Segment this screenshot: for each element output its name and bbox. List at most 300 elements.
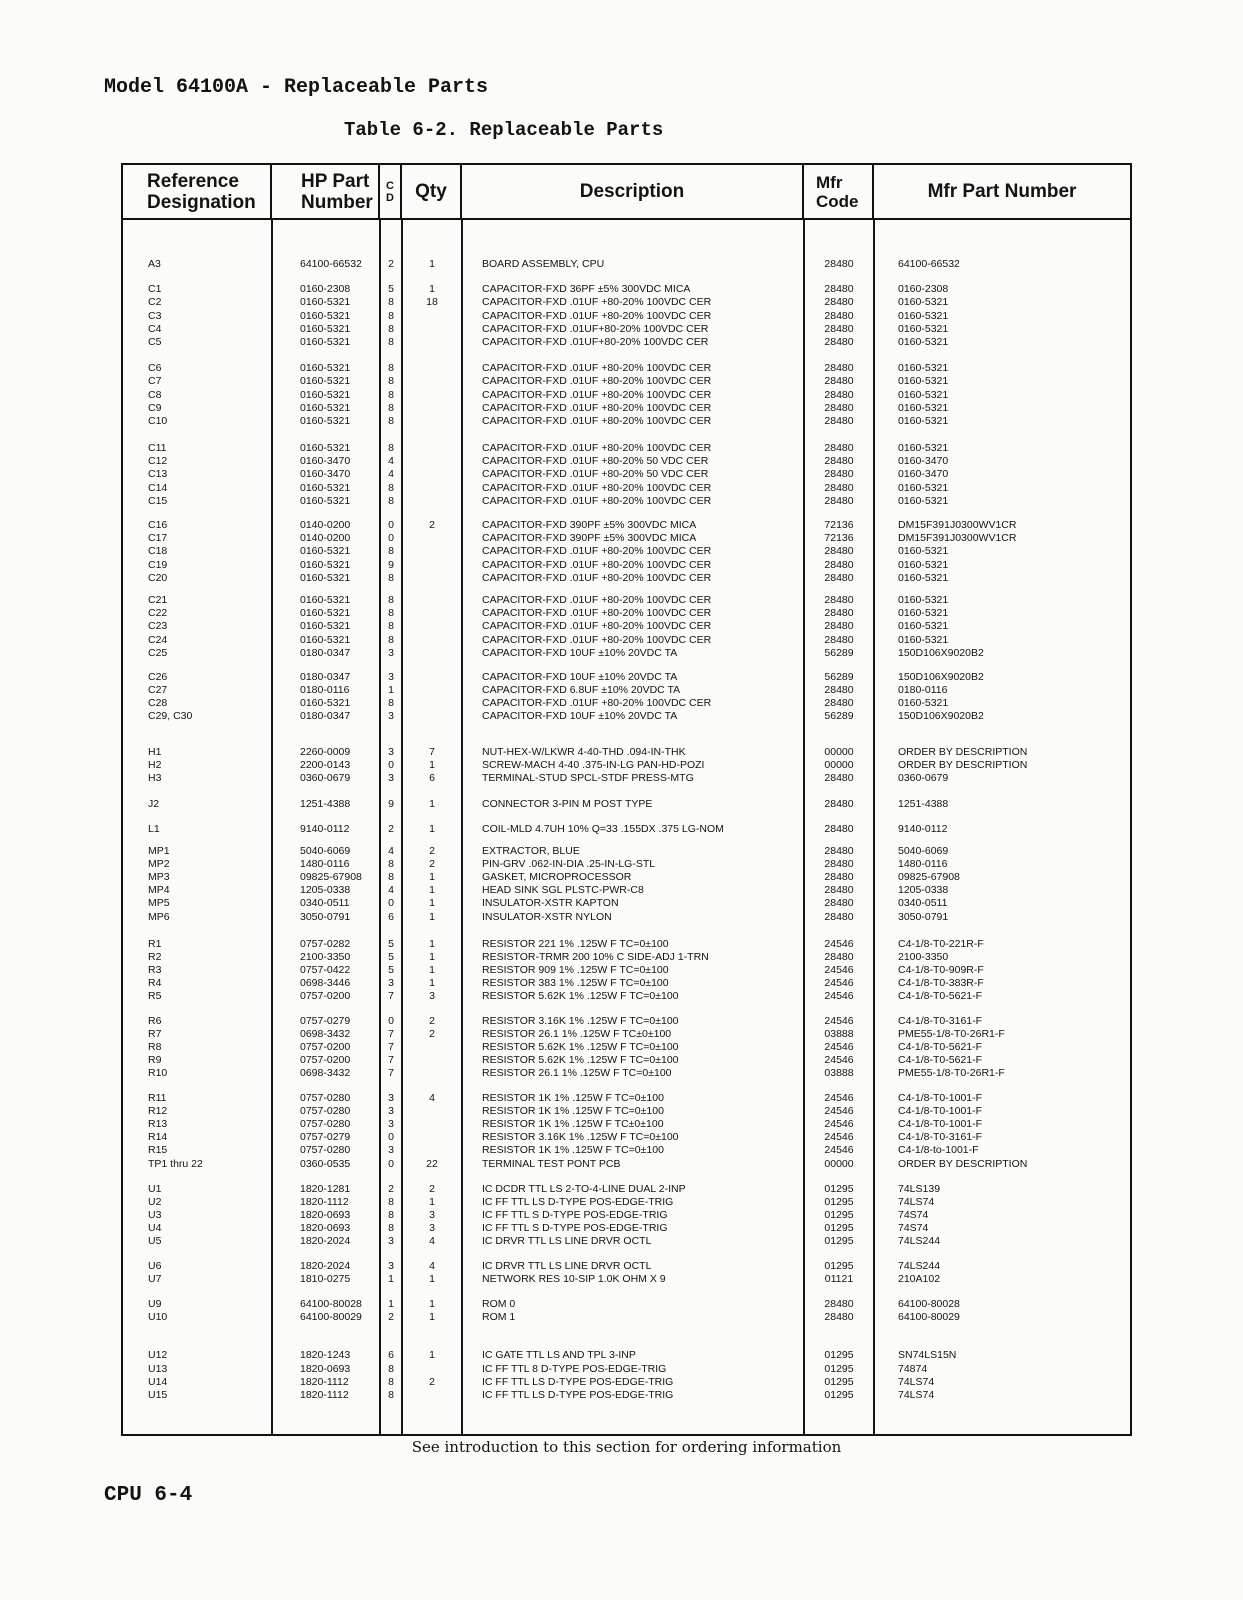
- cell-qty: [402, 607, 462, 620]
- cell-reference-designation: C5: [148, 335, 162, 348]
- cell-description: CAPACITOR-FXD .01UF+80-20% 100VDC CER: [482, 322, 709, 335]
- cell-qty: [402, 495, 462, 508]
- cell-cd: 0: [388, 1157, 394, 1170]
- cell-mfr-code: 56289: [824, 670, 854, 683]
- table-row: [123, 1041, 1130, 1054]
- cell-cd: 6: [388, 1349, 394, 1362]
- cell-mfr-code: 28480: [824, 1311, 854, 1324]
- cell-mfr-code: 24546: [824, 1131, 854, 1144]
- cell-reference-designation: R4: [148, 977, 162, 990]
- cell-reference-designation: C15: [148, 494, 168, 507]
- cell-cd: 3: [388, 1144, 394, 1157]
- cell-mfr-code: 24546: [824, 1117, 854, 1130]
- cell-mfr-part-number: 0180-0116: [898, 684, 948, 697]
- cell-description: IC GATE TTL LS AND TPL 3-INP: [482, 1349, 636, 1362]
- table-row: [123, 559, 1130, 572]
- cell-description: CAPACITOR-FXD 10UF ±10% 20VDC TA: [482, 710, 678, 723]
- cell-description: BOARD ASSEMBLY, CPU: [482, 258, 605, 270]
- table-row: [123, 495, 1130, 508]
- cell-reference-designation: R3: [148, 964, 162, 977]
- cell-mfr-part-number: 0160-5321: [898, 401, 949, 414]
- table-row: [123, 710, 1130, 723]
- cell-reference-designation: U9: [148, 1298, 162, 1310]
- cell-hp-part-number: 0757-0280: [300, 1104, 351, 1117]
- cell-mfr-part-number: C4-1/8-T0-1001-F: [898, 1117, 983, 1130]
- cell-qty: [402, 1041, 462, 1054]
- cell-cd: 8: [388, 1375, 394, 1388]
- cell-cd: 7: [388, 1054, 394, 1067]
- header-line: Mfr: [816, 172, 843, 192]
- cell-reference-designation: U7: [148, 1272, 162, 1285]
- table-row: [123, 283, 1130, 296]
- table-row: [123, 296, 1130, 309]
- cell-description: TERMINAL-STUD SPCL-STDF PRESS-MTG: [482, 772, 694, 784]
- cell-description: NUT-HEX-W/LKWR 4-40-THD .094-IN-THK: [482, 745, 686, 758]
- cell-cd: 5: [388, 937, 394, 950]
- header-line: D: [386, 191, 394, 204]
- cell-reference-designation: C14: [148, 481, 168, 494]
- cell-hp-part-number: 0757-0280: [300, 1144, 351, 1157]
- cell-cd: 9: [388, 558, 394, 571]
- cell-hp-part-number: 0360-0535: [300, 1157, 351, 1170]
- cell-cd: 0: [388, 532, 394, 545]
- cell-reference-designation: H1: [148, 745, 162, 758]
- cell-reference-designation: R6: [148, 1014, 162, 1027]
- cell-mfr-part-number: 0160-3470: [898, 468, 949, 481]
- cell-cd: 8: [388, 362, 394, 375]
- cell-cd: 8: [388, 1362, 394, 1375]
- row-spacer: [123, 349, 1130, 362]
- ordering-information-note: See introduction to this section for ordering information: [411, 1438, 842, 1456]
- cell-mfr-code: 28480: [824, 375, 854, 388]
- cell-mfr-code: 28480: [824, 607, 854, 620]
- cell-cd: 5: [388, 964, 394, 977]
- cell-description: IC FF TTL 8 D-TYPE POS-EDGE-TRIG: [482, 1362, 667, 1375]
- cell-qty: [402, 572, 462, 585]
- table-row: [123, 1209, 1130, 1222]
- cell-reference-designation: C3: [148, 309, 162, 322]
- cell-mfr-code: 72136: [824, 519, 854, 531]
- table-row: [123, 323, 1130, 336]
- cell-mfr-part-number: 74LS244: [898, 1259, 941, 1272]
- cell-description: CAPACITOR-FXD .01UF +80-20% 100VDC CER: [482, 481, 712, 494]
- cell-cd: 2: [388, 1182, 394, 1195]
- table-title: Table 6-2. Replaceable Parts: [344, 119, 664, 141]
- cell-mfr-code: 03888: [824, 1067, 854, 1080]
- cell-hp-part-number: 0757-0200: [300, 1041, 351, 1053]
- cell-mfr-code: 28480: [824, 593, 854, 606]
- table-row: [123, 1389, 1130, 1402]
- cell-mfr-code: 24546: [824, 1091, 854, 1104]
- cell-cd: 8: [388, 401, 394, 414]
- cell-qty: [402, 1144, 462, 1157]
- table-row: [123, 858, 1130, 871]
- table-row: [123, 336, 1130, 349]
- cell-mfr-code: 01121: [824, 1272, 854, 1285]
- cell-cd: 8: [388, 375, 394, 388]
- cell-qty: [402, 1118, 462, 1131]
- cell-qty: [402, 1131, 462, 1144]
- cell-mfr-part-number: C4-1/8-to-1001-F: [898, 1144, 979, 1157]
- cell-hp-part-number: 1820-1112: [300, 1388, 349, 1401]
- cell-hp-part-number: 0160-5321: [300, 593, 351, 606]
- cell-mfr-code: 01295: [824, 1362, 854, 1375]
- cell-reference-designation: U13: [148, 1362, 168, 1375]
- cell-description: CAPACITOR-FXD .01UF +80-20% 100VDC CER: [482, 571, 712, 584]
- table-row: [123, 964, 1130, 977]
- table-row: [123, 1222, 1130, 1235]
- cell-hp-part-number: 0160-3470: [300, 468, 351, 481]
- table-row: [123, 1158, 1130, 1171]
- cell-reference-designation: U4: [148, 1222, 162, 1235]
- table-row: [123, 671, 1130, 684]
- table-row: [123, 951, 1130, 964]
- header-line: Designation: [147, 191, 256, 213]
- table-row: [123, 442, 1130, 455]
- cell-description: RESISTOR 383 1% .125W F TC=0±100: [482, 977, 669, 990]
- table-row: [123, 572, 1130, 585]
- table-row: [123, 697, 1130, 710]
- cell-hp-part-number: 1820-2024: [300, 1235, 351, 1248]
- cell-mfr-code: 28480: [824, 857, 854, 870]
- cell-qty: 2: [429, 1027, 435, 1040]
- cell-mfr-code: 24546: [824, 1041, 854, 1053]
- table-row: [123, 1144, 1130, 1157]
- cell-cd: 8: [388, 620, 394, 633]
- cell-hp-part-number: 0160-5321: [300, 494, 351, 507]
- cell-qty: [402, 323, 462, 336]
- cell-mfr-part-number: 0160-5321: [898, 362, 949, 375]
- cell-mfr-part-number: 0160-5321: [898, 571, 949, 584]
- table-row: [123, 532, 1130, 545]
- table-row: [123, 362, 1130, 375]
- cell-cd: 0: [388, 897, 394, 910]
- cell-reference-designation: C8: [148, 388, 162, 401]
- cell-hp-part-number: 0757-0282: [300, 937, 351, 950]
- cell-qty: 1: [429, 870, 435, 883]
- cell-reference-designation: C4: [148, 322, 162, 335]
- cell-description: CAPACITOR-FXD .01UF +80-20% 100VDC CER: [482, 309, 712, 322]
- cell-qty: 1: [429, 1195, 435, 1208]
- table-row: [123, 607, 1130, 620]
- cell-reference-designation: U15: [148, 1388, 168, 1401]
- cell-qty: [402, 375, 462, 388]
- cell-cd: 8: [388, 309, 394, 322]
- cell-hp-part-number: 2100-3350: [300, 950, 351, 963]
- cell-cd: 8: [388, 388, 394, 401]
- row-spacer: [123, 1324, 1130, 1349]
- cell-mfr-code: 28480: [824, 772, 854, 784]
- cell-mfr-code: 28480: [824, 950, 854, 963]
- cell-hp-part-number: 2260-0009: [300, 745, 351, 758]
- cell-cd: 7: [388, 1041, 394, 1053]
- cell-reference-designation: R2: [148, 950, 162, 963]
- cell-cd: 8: [388, 697, 394, 710]
- cell-description: RESISTOR 909 1% .125W F TC=0±100: [482, 964, 669, 977]
- cell-hp-part-number: 3050-0791: [300, 910, 351, 923]
- cell-mfr-part-number: SN74LS15N: [898, 1349, 957, 1362]
- cell-mfr-code: 28480: [824, 633, 854, 646]
- cell-description: CAPACITOR-FXD .01UF +80-20% 50 VDC CER: [482, 455, 709, 468]
- document-header: Model 64100A - Replaceable Parts: [104, 76, 489, 99]
- cell-qty: [402, 1105, 462, 1118]
- cell-hp-part-number: 0340-0511: [300, 897, 350, 910]
- cell-mfr-code: 28480: [824, 401, 854, 414]
- cell-qty: 1: [429, 977, 435, 990]
- cell-hp-part-number: 0160-5321: [300, 322, 351, 335]
- cell-mfr-code: 01295: [824, 1182, 854, 1195]
- cell-hp-part-number: 0757-0280: [300, 1091, 351, 1104]
- table-row: [123, 647, 1130, 660]
- cell-qty: [402, 1363, 462, 1376]
- cell-mfr-code: 00000: [824, 1157, 854, 1170]
- cell-description: CAPACITOR-FXD 390PF ±5% 300VDC MICA: [482, 532, 697, 545]
- header-line: Code: [816, 191, 859, 211]
- cell-hp-part-number: 0160-5321: [300, 633, 351, 646]
- cell-mfr-part-number: 74LS139: [898, 1182, 941, 1195]
- cell-mfr-code: 24546: [824, 1144, 854, 1157]
- cell-qty: 1: [429, 910, 435, 923]
- cell-mfr-code: 28480: [824, 258, 854, 270]
- cell-cd: 8: [388, 481, 394, 494]
- cell-description: CAPACITOR-FXD .01UF +80-20% 100VDC CER: [482, 401, 712, 414]
- cell-description: CAPACITOR-FXD .01UF +80-20% 100VDC CER: [482, 593, 712, 606]
- cell-qty: 4: [429, 1091, 435, 1104]
- cell-hp-part-number: 09825-67908: [300, 870, 362, 883]
- table-row: [123, 990, 1130, 1003]
- cell-hp-part-number: 0757-0279: [300, 1131, 351, 1144]
- cell-description: GASKET, MICROPROCESSOR: [482, 870, 632, 883]
- column-header-mfr-part-number: [874, 165, 1130, 218]
- cell-mfr-code: 28480: [824, 442, 854, 455]
- cell-hp-part-number: 0160-5321: [300, 545, 351, 558]
- cell-description: CAPACITOR-FXD .01UF +80-20% 100VDC CER: [482, 362, 712, 375]
- cell-reference-designation: C19: [148, 558, 168, 571]
- cell-qty: 2: [429, 844, 435, 857]
- cell-cd: 3: [388, 1259, 394, 1272]
- cell-mfr-code: 01295: [824, 1388, 854, 1401]
- cell-reference-designation: C13: [148, 468, 168, 481]
- table-row: [123, 823, 1130, 836]
- page-number-label: CPU 6-4: [104, 1484, 193, 1507]
- cell-description: CAPACITOR-FXD 10UF ±10% 20VDC TA: [482, 646, 678, 659]
- cell-mfr-part-number: 74874: [898, 1362, 928, 1375]
- cell-cd: 8: [388, 593, 394, 606]
- cell-description: CAPACITOR-FXD .01UF +80-20% 100VDC CER: [482, 414, 712, 427]
- cell-reference-designation: C9: [148, 401, 162, 414]
- cell-qty: [402, 559, 462, 572]
- cell-reference-designation: C25: [148, 646, 168, 659]
- cell-hp-part-number: 0160-5321: [300, 375, 351, 388]
- cell-mfr-part-number: 0160-5321: [898, 620, 949, 633]
- cell-mfr-code: 24546: [824, 937, 854, 950]
- cell-mfr-part-number: C4-1/8-T0-5621-F: [898, 1054, 983, 1067]
- cell-description: IC DRVR TTL LS LINE DRVR OCTL: [482, 1259, 652, 1272]
- table-row: [123, 897, 1130, 910]
- cell-hp-part-number: 0160-5321: [300, 309, 351, 322]
- cell-mfr-code: 28480: [824, 309, 854, 322]
- cell-mfr-part-number: 74S74: [898, 1209, 929, 1222]
- cell-description: CAPACITOR-FXD .01UF +80-20% 100VDC CER: [482, 375, 712, 388]
- cell-mfr-part-number: 150D106X9020B2: [898, 670, 984, 683]
- cell-qty: 1: [429, 897, 435, 910]
- cell-reference-designation: TP1 thru 22: [148, 1157, 203, 1170]
- cell-qty: [402, 1389, 462, 1402]
- table-row: [123, 402, 1130, 415]
- cell-hp-part-number: 1251-4388: [300, 798, 351, 811]
- row-spacer: [123, 1004, 1130, 1015]
- cell-cd: 0: [388, 1131, 394, 1144]
- cell-reference-designation: C18: [148, 545, 168, 558]
- table-row: [123, 375, 1130, 388]
- cell-mfr-part-number: DM15F391J0300WV1CR: [898, 519, 1017, 531]
- column-header-mfr-code: [804, 165, 874, 218]
- cell-hp-part-number: 1820-0693: [300, 1209, 351, 1222]
- cell-qty: 3: [429, 1209, 435, 1222]
- cell-description: CAPACITOR-FXD 36PF ±5% 300VDC MICA: [482, 283, 691, 296]
- cell-cd: 8: [388, 335, 394, 348]
- cell-cd: 8: [388, 1195, 394, 1208]
- table-row: [123, 1376, 1130, 1389]
- cell-description: RESISTOR 1K 1% .125W F TC=0±100: [482, 1104, 664, 1117]
- row-spacer: [123, 785, 1130, 798]
- cell-reference-designation: L1: [148, 823, 160, 836]
- cell-reference-designation: R15: [148, 1144, 168, 1157]
- cell-hp-part-number: 1820-2024: [300, 1259, 351, 1272]
- cell-description: HEAD SINK SGL PLSTC-PWR-C8: [482, 884, 644, 897]
- cell-qty: [402, 1054, 462, 1067]
- cell-reference-designation: MP5: [148, 897, 170, 910]
- cell-description: ROM 1: [482, 1311, 516, 1324]
- cell-mfr-part-number: 64100-80028: [898, 1298, 960, 1310]
- table-row: [123, 1105, 1130, 1118]
- cell-description: RESISTOR-TRMR 200 10% C SIDE-ADJ 1-TRN: [482, 950, 709, 963]
- cell-qty: 2: [429, 519, 435, 531]
- cell-mfr-part-number: PME55-1/8-T0-26R1-F: [898, 1067, 1005, 1080]
- cell-mfr-part-number: C4-1/8-T0-3161-F: [898, 1014, 983, 1027]
- cell-description: EXTRACTOR, BLUE: [482, 844, 580, 857]
- cell-reference-designation: C28: [148, 697, 168, 710]
- cell-reference-designation: U2: [148, 1195, 162, 1208]
- row-spacer: [123, 811, 1130, 823]
- cell-reference-designation: R14: [148, 1131, 168, 1144]
- table-row: [123, 746, 1130, 759]
- cell-mfr-code: 28480: [824, 296, 854, 309]
- cell-mfr-code: 28480: [824, 844, 854, 857]
- table-row: [123, 594, 1130, 607]
- cell-cd: 4: [388, 455, 394, 468]
- cell-qty: 1: [429, 1298, 435, 1310]
- table-row: [123, 519, 1130, 532]
- column-header-qty: [402, 165, 462, 218]
- table-row: [123, 482, 1130, 495]
- cell-mfr-code: 28480: [824, 388, 854, 401]
- cell-description: IC FF TTL S D-TYPE POS-EDGE-TRIG: [482, 1209, 668, 1222]
- cell-mfr-part-number: 1480-0116: [898, 857, 948, 870]
- cell-reference-designation: C20: [148, 571, 168, 584]
- cell-mfr-part-number: 150D106X9020B2: [898, 646, 984, 659]
- cell-hp-part-number: 9140-0112: [300, 823, 350, 836]
- cell-mfr-part-number: 5040-6069: [898, 844, 949, 857]
- cell-description: TERMINAL TEST PONT PCB: [482, 1157, 621, 1170]
- cell-mfr-code: 28480: [824, 545, 854, 558]
- cell-qty: [402, 697, 462, 710]
- cell-hp-part-number: 0160-5321: [300, 481, 351, 494]
- cell-reference-designation: U6: [148, 1259, 162, 1272]
- cell-mfr-code: 28480: [824, 823, 854, 836]
- cell-cd: 8: [388, 571, 394, 584]
- cell-reference-designation: U10: [148, 1311, 168, 1324]
- cell-qty: [402, 336, 462, 349]
- cell-hp-part-number: 0180-0116: [300, 684, 350, 697]
- cell-qty: 1: [429, 1311, 435, 1324]
- table-row: [123, 258, 1130, 271]
- cell-description: RESISTOR 3.16K 1% .125W F TC=0±100: [482, 1131, 679, 1144]
- cell-qty: [402, 634, 462, 647]
- cell-qty: [402, 402, 462, 415]
- cell-mfr-part-number: C4-1/8-T0-909R-F: [898, 964, 984, 977]
- cell-reference-designation: R12: [148, 1104, 168, 1117]
- cell-qty: [402, 442, 462, 455]
- cell-reference-designation: MP1: [148, 844, 170, 857]
- cell-cd: 8: [388, 322, 394, 335]
- cell-hp-part-number: 0160-2308: [300, 283, 351, 296]
- cell-reference-designation: R13: [148, 1117, 168, 1130]
- cell-mfr-part-number: 0160-5321: [898, 296, 949, 309]
- cell-mfr-code: 24546: [824, 1054, 854, 1067]
- cell-hp-part-number: 1820-1112: [300, 1375, 349, 1388]
- table-row: [123, 1015, 1130, 1028]
- cell-hp-part-number: 0180-0347: [300, 670, 351, 683]
- cell-mfr-code: 72136: [824, 532, 854, 545]
- cell-mfr-code: 24546: [824, 990, 854, 1003]
- cell-description: IC FF TTL LS D-TYPE POS-EDGE-TRIG: [482, 1375, 674, 1388]
- cell-qty: 2: [429, 857, 435, 870]
- cell-cd: 3: [388, 745, 394, 758]
- cell-hp-part-number: 0757-0280: [300, 1117, 351, 1130]
- cell-mfr-part-number: C4-1/8-T0-1001-F: [898, 1104, 983, 1117]
- cell-mfr-part-number: 0160-3470: [898, 455, 949, 468]
- cell-reference-designation: C12: [148, 455, 168, 468]
- cell-qty: [402, 684, 462, 697]
- table-row: [123, 1054, 1130, 1067]
- cell-hp-part-number: 0160-5321: [300, 401, 351, 414]
- cell-cd: 7: [388, 1067, 394, 1080]
- cell-cd: 4: [388, 884, 394, 897]
- cell-hp-part-number: 0180-0347: [300, 646, 351, 659]
- cell-reference-designation: C26: [148, 670, 168, 683]
- column-header-hp-part-number: [272, 165, 380, 218]
- cell-cd: 1: [388, 1298, 394, 1310]
- cell-cd: 3: [388, 1235, 394, 1248]
- cell-mfr-code: 56289: [824, 646, 854, 659]
- cell-mfr-code: 00000: [824, 745, 854, 758]
- cell-cd: 4: [388, 844, 394, 857]
- cell-hp-part-number: 0160-5321: [300, 571, 351, 584]
- cell-qty: 1: [429, 950, 435, 963]
- cell-mfr-code: 24546: [824, 1104, 854, 1117]
- cell-mfr-code: 28480: [824, 322, 854, 335]
- cell-qty: 2: [429, 1182, 435, 1195]
- cell-qty: [402, 545, 462, 558]
- cell-hp-part-number: 0698-3432: [300, 1027, 351, 1040]
- cell-cd: 3: [388, 772, 394, 784]
- column-header-cd: [380, 165, 402, 218]
- cell-mfr-part-number: C4-1/8-T0-221R-F: [898, 937, 984, 950]
- cell-description: RESISTOR 221 1% .125W F TC=0±100: [482, 937, 669, 950]
- table-row: [123, 1273, 1130, 1286]
- table-row: [123, 545, 1130, 558]
